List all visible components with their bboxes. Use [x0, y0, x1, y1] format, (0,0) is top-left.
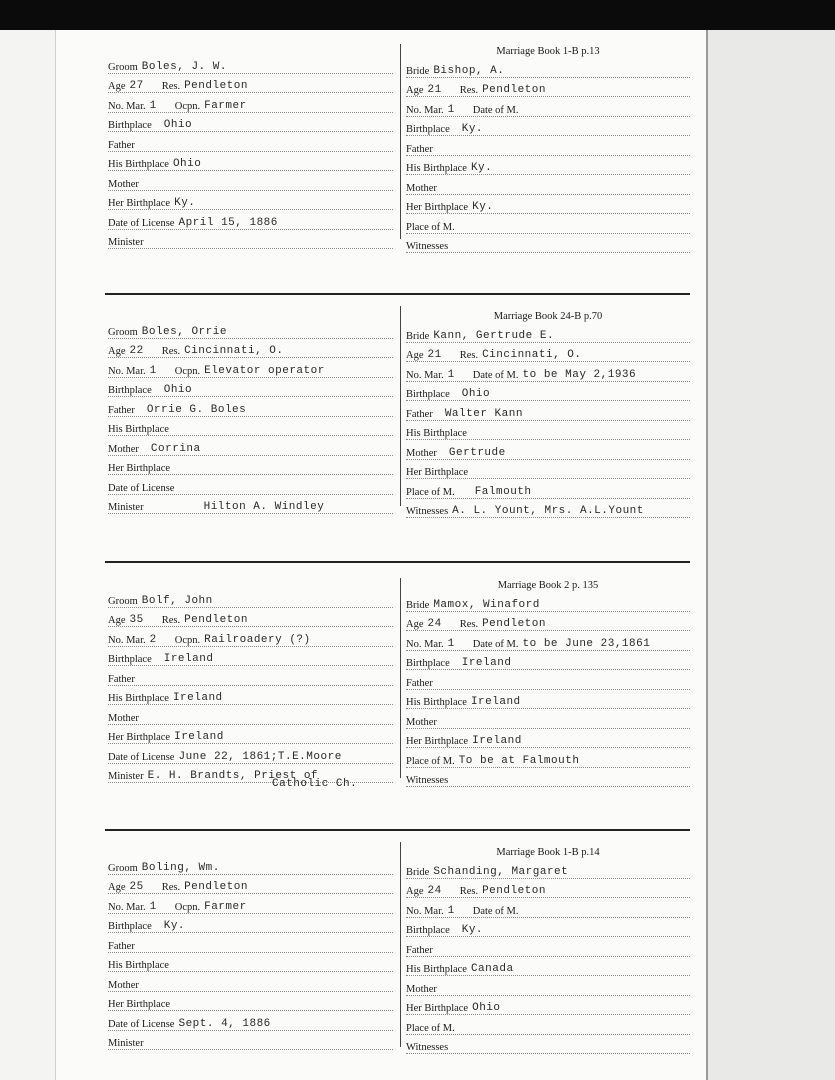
groom-residence: Pendleton — [184, 881, 248, 893]
groom-column — [108, 319, 393, 514]
place-row: Place of M. — [406, 1015, 690, 1035]
minister-row: Minister E. H. Brandts, Priest of — [108, 764, 393, 784]
his-birthplace-row: His Birthplace — [406, 421, 690, 441]
bride-row: Bride Bishop, A. — [406, 58, 690, 78]
bride-his-birthplace: Canada — [470, 963, 514, 975]
her-birthplace-row: Her Birthplace — [108, 456, 393, 476]
marriage-book-ref: Marriage Book 2 p. 135 — [497, 580, 599, 591]
age-res-row: Age 24 Res. Pendleton — [406, 879, 690, 899]
age-res-row: Age 24 Res. Pendleton — [406, 612, 690, 632]
bride-his-birthplace: Ireland — [470, 696, 521, 708]
bride-his-birthplace: Ky. — [470, 162, 493, 174]
bride-column — [406, 592, 690, 787]
father-row: Father Walter Kann — [406, 401, 690, 421]
her-birthplace-row: Her Birthplace — [406, 460, 690, 480]
minister-row: Minister — [108, 230, 393, 250]
mother-row: Mother — [108, 171, 393, 191]
groom-column — [108, 855, 393, 1050]
license-row: Date of License — [108, 475, 393, 495]
groom-birthplace: Ohio — [163, 119, 193, 131]
witnesses: A. L. Yount, Mrs. A.L.Yount — [452, 505, 644, 517]
mother-row: Mother — [108, 705, 393, 725]
witnesses-row: Witnesses — [406, 234, 690, 254]
minister-row: Minister Hilton A. Windley — [108, 495, 393, 515]
marriage-book-ref: Marriage Book 1-B p.14 — [496, 847, 600, 858]
license-row: Date of License June 22, 1861;T.E.Moore — [108, 744, 393, 764]
marriage-book-ref: Marriage Book 24-B p.70 — [493, 311, 603, 322]
column-divider — [400, 306, 401, 506]
her-birthplace-row: Her Birthplace Ireland — [406, 729, 690, 749]
license-row: Date of License Sept. 4, 1886 — [108, 1011, 393, 1031]
place-row: Place of M. — [406, 214, 690, 234]
father-row: Father — [406, 136, 690, 156]
bride-her-birthplace: Ireland — [472, 735, 522, 747]
groom-her-birthplace: Ireland — [174, 731, 224, 743]
birthplace-row: Birthplace Ohio — [108, 378, 393, 398]
bride-name: Bishop, A. — [433, 64, 505, 77]
groom-name: Boles, J. W. — [141, 60, 227, 73]
place-row: Place of M. Falmouth — [406, 479, 690, 499]
witnesses-row: Witnesses — [406, 768, 690, 788]
his-birthplace-row: His Birthplace Ireland — [108, 686, 393, 706]
license-date: June 22, 1861;T.E.Moore — [178, 750, 342, 763]
groom-row: Groom Boles, Orrie — [108, 319, 393, 339]
mother-row: Mother — [406, 175, 690, 195]
groom-column — [108, 54, 393, 249]
her-birthplace-row: Her Birthplace Ky. — [108, 191, 393, 211]
father-row: Father — [108, 933, 393, 953]
no-mar-row: No. Mar. 1 Date of M. — [406, 97, 690, 117]
age-res-row: Age 22 Res. Cincinnati, O. — [108, 339, 393, 359]
marriage-place: To be at Falmouth — [458, 754, 580, 767]
no-mar-row: No. Mar. 1 Date of M. to be May 2,1936 — [406, 362, 690, 382]
mother-row: Mother Gertrude — [406, 440, 690, 460]
bride-residence: Pendleton — [482, 84, 546, 96]
birthplace-row: Birthplace Ohio — [108, 113, 393, 133]
groom-age: 27 — [129, 80, 144, 92]
her-birthplace-row: Her Birthplace Ky. — [406, 195, 690, 215]
age-res-row: Age 25 Res. Pendleton — [108, 875, 393, 895]
his-birthplace-row: His Birthplace — [108, 953, 393, 973]
groom-row: Groom Boling, Wm. — [108, 855, 393, 875]
groom-age: 35 — [129, 614, 144, 626]
bride-row: Bride Kann, Gertrude E. — [406, 323, 690, 343]
groom-no-mar: 1 — [149, 364, 157, 377]
birthplace-row: Birthplace Ky. — [406, 117, 690, 137]
birthplace-row: Birthplace Ireland — [406, 651, 690, 671]
bride-age: 21 — [427, 84, 442, 96]
no-mar-row: No. Mar. 1 Date of M. — [406, 898, 690, 918]
bride-column — [406, 323, 690, 518]
scan-top-border — [0, 0, 835, 30]
groom-occupation: Farmer — [204, 900, 247, 913]
bride-birthplace: Ohio — [461, 388, 491, 400]
record-divider — [105, 293, 690, 295]
bride-name: Mamox, Winaford — [433, 598, 540, 611]
her-birthplace-row: Her Birthplace Ohio — [406, 996, 690, 1016]
age-res-row: Age 35 Res. Pendleton — [108, 608, 393, 628]
groom-residence: Pendleton — [184, 614, 248, 626]
column-divider — [400, 842, 401, 1047]
place-row: Place of M. To be at Falmouth — [406, 748, 690, 768]
bride-residence: Pendleton — [482, 618, 546, 630]
groom-his-birthplace: Ireland — [172, 692, 223, 704]
his-birthplace-row: His Birthplace Ky. — [406, 156, 690, 176]
groom-name: Boling, Wm. — [141, 861, 220, 874]
bride-column — [406, 58, 690, 253]
minister-name: E. H. Brandts, Priest of — [147, 770, 319, 782]
groom-name: Boles, Orrie — [141, 325, 227, 338]
groom-age: 22 — [129, 345, 144, 357]
bride-no-mar: 1 — [447, 103, 455, 116]
groom-his-birthplace: Ohio — [172, 158, 202, 170]
bride-residence: Cincinnati, O. — [482, 349, 582, 361]
marriage-date: to be June 23,1861 — [522, 637, 651, 650]
bride-name: Schanding, Margaret — [433, 865, 569, 878]
groom-no-mar: 1 — [149, 900, 157, 913]
bride-no-mar: 1 — [447, 637, 455, 650]
groom-occupation: Elevator operator — [204, 364, 325, 377]
mother-row: Mother — [406, 976, 690, 996]
scan-left-margin — [0, 30, 56, 1080]
groom-birthplace: Ireland — [163, 653, 214, 665]
column-divider — [400, 44, 401, 239]
record-divider — [105, 829, 690, 831]
bride-her-birthplace: Ky. — [472, 201, 494, 213]
groom-father: Orrie G. Boles — [146, 403, 247, 416]
birthplace-row: Birthplace Ohio — [406, 382, 690, 402]
no-mar-row: No. Mar. 1 Date of M. to be June 23,1861 — [406, 631, 690, 651]
groom-her-birthplace: Ky. — [174, 197, 196, 209]
bride-residence: Pendleton — [482, 885, 546, 897]
license-row: Date of License April 15, 1886 — [108, 210, 393, 230]
groom-column — [108, 588, 393, 790]
groom-no-mar: 2 — [149, 633, 157, 646]
father-row: Father Orrie G. Boles — [108, 397, 393, 417]
bride-birthplace: Ky. — [461, 123, 484, 135]
his-birthplace-row: His Birthplace — [108, 417, 393, 437]
groom-occupation: Farmer — [204, 99, 247, 112]
groom-residence: Pendleton — [184, 80, 248, 92]
bride-mother: Gertrude — [448, 446, 506, 459]
marriage-book-ref: Marriage Book 1-B p.13 — [496, 46, 600, 57]
groom-birthplace: Ohio — [163, 384, 193, 396]
minister-name: Hilton A. Windley — [203, 501, 325, 513]
his-birthplace-row: His Birthplace Canada — [406, 957, 690, 977]
groom-birthplace: Ky. — [163, 920, 186, 932]
no-mar-row: No. Mar. 1 Ocpn. Farmer — [108, 93, 393, 113]
no-mar-row: No. Mar. 2 Ocpn. Railroadery (?) — [108, 627, 393, 647]
bride-age: 24 — [427, 885, 442, 897]
mother-row: Mother — [406, 709, 690, 729]
no-mar-row: No. Mar. 1 Ocpn. Elevator operator — [108, 358, 393, 378]
birthplace-row: Birthplace Ky. — [406, 918, 690, 938]
bride-birthplace: Ireland — [461, 657, 512, 669]
birthplace-row: Birthplace Ky. — [108, 914, 393, 934]
column-divider — [400, 578, 401, 778]
marriage-place: Falmouth — [474, 485, 532, 498]
age-res-row: Age 21 Res. Pendleton — [406, 78, 690, 98]
groom-no-mar: 1 — [149, 99, 157, 112]
bride-age: 21 — [427, 349, 442, 361]
groom-occupation: Railroadery (?) — [204, 633, 311, 646]
his-birthplace-row: His Birthplace Ohio — [108, 152, 393, 172]
license-date: April 15, 1886 — [178, 216, 278, 229]
bride-row: Bride Schanding, Margaret — [406, 859, 690, 879]
age-res-row: Age 27 Res. Pendleton — [108, 74, 393, 94]
bride-age: 24 — [427, 618, 442, 630]
bride-name: Kann, Gertrude E. — [433, 329, 555, 342]
father-row: Father — [406, 670, 690, 690]
minister-name-continued: Catholic Ch. — [272, 778, 358, 790]
witnesses-row: Witnesses — [406, 1035, 690, 1055]
bride-father: Walter Kann — [444, 407, 523, 420]
record-divider — [105, 561, 690, 563]
mother-row: Mother — [108, 972, 393, 992]
birthplace-row: Birthplace Ireland — [108, 647, 393, 667]
marriage-date: to be May 2,1936 — [522, 368, 637, 381]
bride-her-birthplace: Ohio — [472, 1002, 501, 1014]
groom-row: Groom Bolf, John — [108, 588, 393, 608]
his-birthplace-row: His Birthplace Ireland — [406, 690, 690, 710]
groom-name: Bolf, John — [141, 594, 213, 607]
father-row: Father — [108, 132, 393, 152]
groom-residence: Cincinnati, O. — [184, 345, 284, 357]
no-mar-row: No. Mar. 1 Ocpn. Farmer — [108, 894, 393, 914]
bride-column — [406, 859, 690, 1054]
groom-age: 25 — [129, 881, 144, 893]
bride-row: Bride Mamox, Winaford — [406, 592, 690, 612]
minister-row: Minister — [108, 1031, 393, 1051]
witnesses-row: Witnesses A. L. Yount, Mrs. A.L.Yount — [406, 499, 690, 519]
bride-birthplace: Ky. — [461, 924, 484, 936]
scan-right-margin — [706, 30, 835, 1080]
groom-mother: Corrina — [150, 442, 201, 455]
mother-row: Mother Corrina — [108, 436, 393, 456]
groom-row: Groom Boles, J. W. — [108, 54, 393, 74]
age-res-row: Age 21 Res. Cincinnati, O. — [406, 343, 690, 363]
license-date: Sept. 4, 1886 — [178, 1017, 271, 1030]
bride-no-mar: 1 — [447, 368, 455, 381]
father-row: Father — [406, 937, 690, 957]
bride-no-mar: 1 — [447, 904, 455, 917]
father-row: Father — [108, 666, 393, 686]
her-birthplace-row: Her Birthplace — [108, 992, 393, 1012]
her-birthplace-row: Her Birthplace Ireland — [108, 725, 393, 745]
